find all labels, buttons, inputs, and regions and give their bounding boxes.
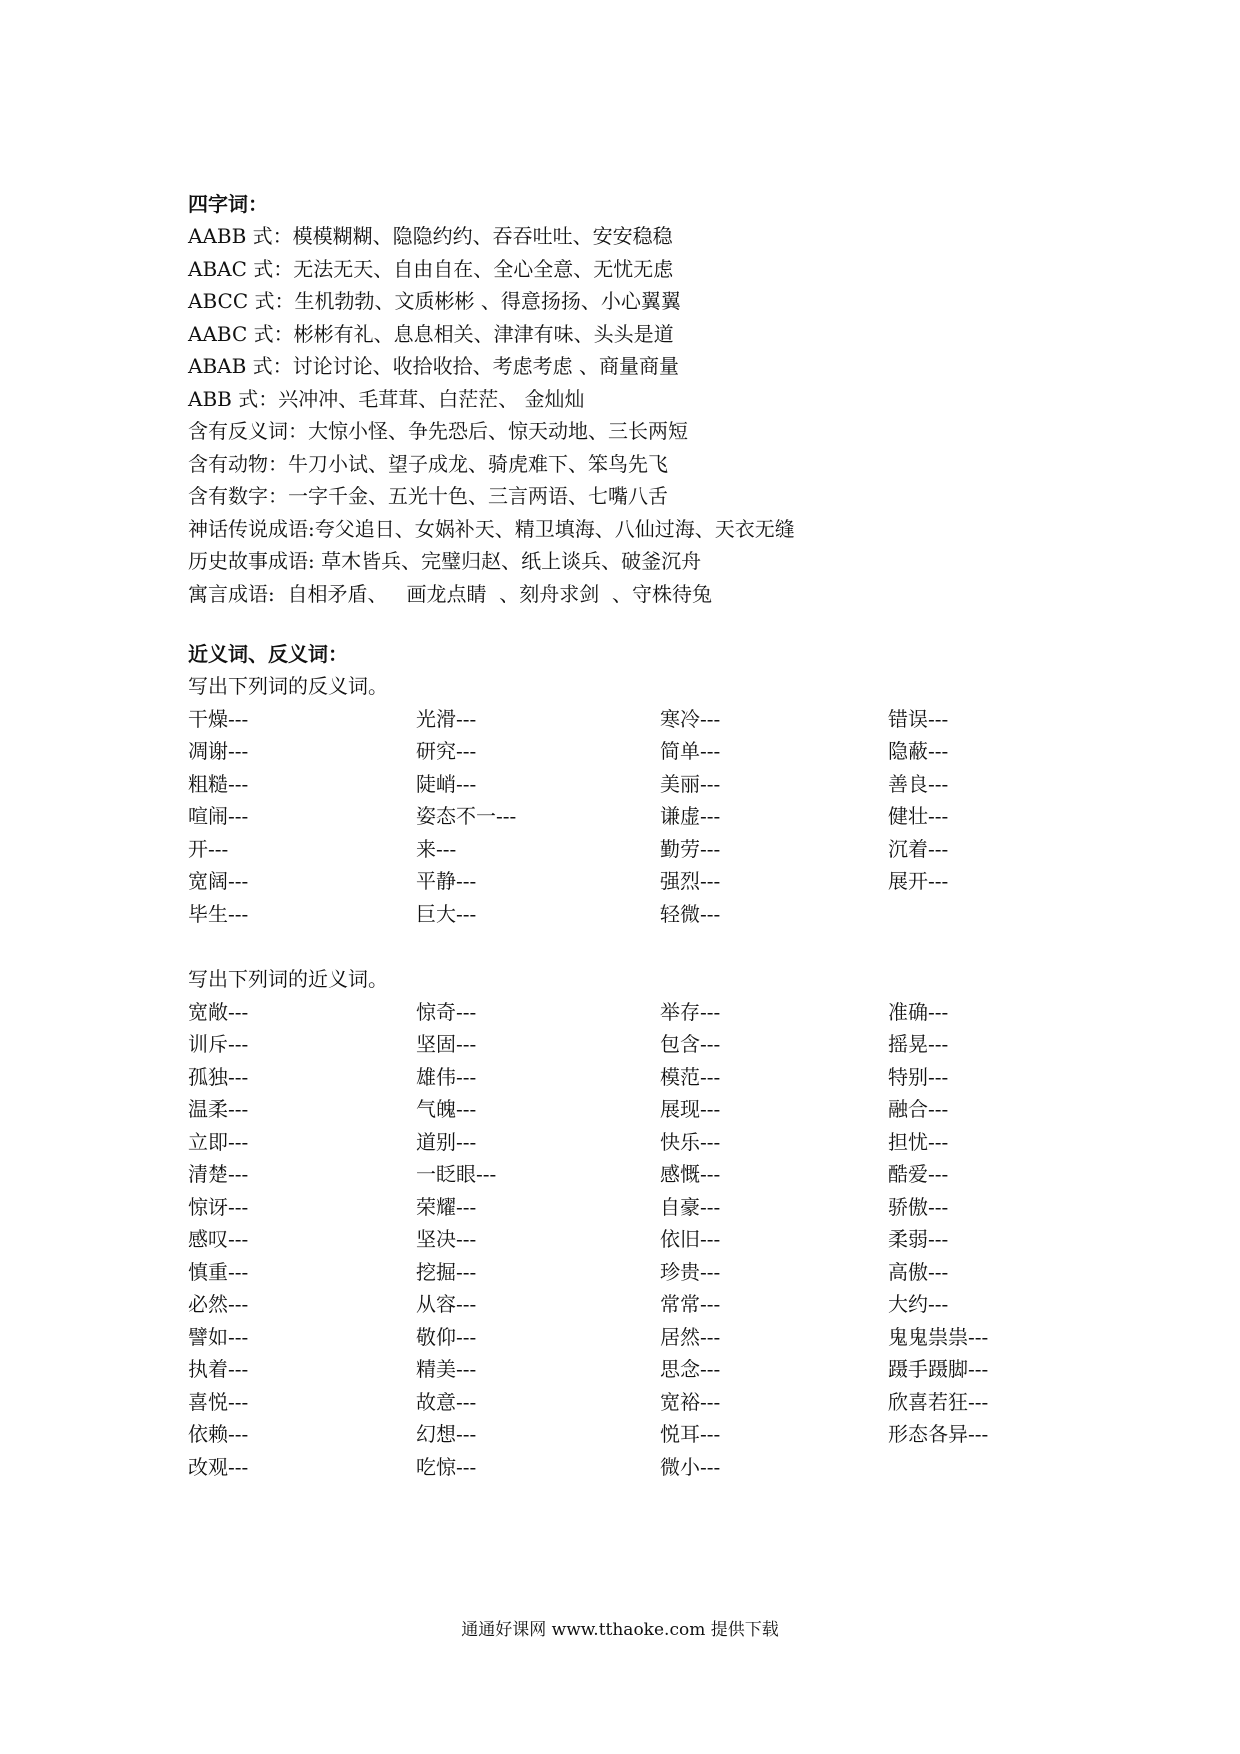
synonym-item: 宽裕---: [660, 1389, 721, 1414]
antonym-item: 善良---: [888, 771, 949, 796]
antonym-item: 错误---: [888, 706, 949, 731]
synonym-prompt: 写出下列词的近义词。: [188, 967, 388, 991]
synonym-item: 感慨---: [660, 1162, 721, 1186]
antonym-item: 姿态不一---: [416, 804, 517, 828]
synonym-item: 坚固---: [416, 1032, 477, 1056]
synonym-item: 一眨眼---: [416, 1162, 497, 1186]
synonym-item: 依赖---: [188, 1422, 249, 1446]
word-category-line: 含有动物：牛刀小试、望子成龙、骑虎难下、笨鸟先飞: [188, 451, 668, 476]
synonym-item: 故意---: [416, 1389, 477, 1414]
word-category-line: 神话传说成语:夸父追日、女娲补天、精卫填海、八仙过海、天衣无缝: [188, 516, 795, 541]
synonym-item: 悦耳---: [660, 1422, 721, 1446]
synonym-item: 自豪---: [660, 1194, 721, 1219]
synonym-item: 感叹---: [188, 1227, 249, 1251]
antonym-item: 光滑---: [416, 706, 477, 731]
antonym-item: 寒冷---: [660, 706, 721, 731]
footer-credit: 通通好课网 www.tthaoke.com 提供下载: [461, 1620, 779, 1640]
synonym-item: 展现---: [660, 1097, 721, 1121]
synonym-item: 气魄---: [416, 1097, 477, 1121]
word-category-line: ABAC 式：无法无天、自由自在、全心全意、无忧无虑: [188, 256, 674, 281]
synonym-item: 准确---: [888, 999, 949, 1024]
synonym-item: 幻想---: [416, 1422, 477, 1446]
antonym-item: 展开---: [888, 869, 949, 893]
antonym-item: 轻微---: [660, 901, 721, 926]
synonym-item: 孤独---: [188, 1064, 249, 1089]
antonym-item: 简单---: [660, 739, 721, 763]
antonym-item: 平静---: [416, 869, 477, 893]
word-category-line: 含有数字：一字千金、五光十色、三言两语、七嘴八舌: [188, 484, 668, 508]
synonym-item: 特别---: [888, 1064, 949, 1089]
synonym-item: 居然---: [660, 1324, 721, 1349]
antonym-item: 陡峭---: [416, 771, 477, 796]
antonym-item: 强烈---: [660, 869, 721, 893]
synonym-item: 温柔---: [188, 1097, 249, 1121]
synonym-item: 骄傲---: [888, 1194, 949, 1219]
synonym-item: 思念---: [660, 1357, 721, 1381]
antonym-item: 喧闹---: [188, 804, 249, 828]
document-content: [188, 188, 1148, 1483]
antonym-item: 健壮---: [888, 804, 949, 828]
four-char-words-list: [188, 220, 1148, 610]
synonym-item: 立即---: [188, 1129, 249, 1154]
synonym-item: 坚决---: [416, 1227, 477, 1251]
antonym-item: 隐蔽---: [888, 739, 949, 763]
synonym-item: 精美---: [416, 1357, 477, 1381]
synonym-item: 荣耀---: [416, 1194, 477, 1219]
section-title-synonyms-antonyms: 近义词、反义词：: [188, 642, 348, 666]
synonym-item: 训斥---: [188, 1032, 249, 1056]
antonym-grid: [188, 703, 1148, 931]
synonym-item: 敬仰---: [416, 1324, 477, 1349]
synonym-item: 蹑手蹑脚---: [888, 1357, 989, 1381]
synonym-item: 吃惊---: [416, 1454, 477, 1479]
synonym-item: 高傲---: [888, 1259, 949, 1284]
synonym-item: 快乐---: [660, 1129, 721, 1154]
synonym-item: 鬼鬼祟祟---: [888, 1324, 989, 1349]
synonym-item: 欣喜若狂---: [888, 1389, 989, 1414]
synonym-grid: [188, 996, 1148, 1484]
word-category-line: 寓言成语: 自相矛盾、 画龙点睛 、刻舟求剑 、守株待兔: [188, 581, 712, 606]
synonym-item: 融合---: [888, 1097, 949, 1121]
synonym-item: 摇晃---: [888, 1032, 949, 1056]
synonym-item: 清楚---: [188, 1162, 249, 1186]
word-category-line: ABCC 式：生机勃勃、文质彬彬 、得意扬扬、小心翼翼: [188, 289, 681, 313]
antonym-prompt: 写出下列词的反义词。: [188, 674, 388, 698]
word-category-line: 历史故事成语: 草木皆兵、完璧归赵、纸上谈兵、破釜沉舟: [188, 549, 702, 573]
synonym-item: 从容---: [416, 1292, 477, 1316]
antonym-item: 勤劳---: [660, 836, 721, 861]
antonym-item: 美丽---: [660, 771, 721, 796]
antonym-item: 来---: [416, 836, 457, 861]
synonym-item: 微小---: [660, 1454, 721, 1479]
synonym-item: [888, 1451, 1148, 1484]
antonym-item: 毕生---: [188, 901, 249, 926]
synonym-item: 宽敞---: [188, 999, 249, 1024]
synonym-antonym-section: [188, 638, 1148, 1483]
antonym-item: 粗糙---: [188, 771, 249, 796]
synonym-item: 依旧---: [660, 1227, 721, 1251]
antonym-item: 凋谢---: [188, 739, 249, 763]
antonym-item: 开---: [188, 836, 229, 861]
synonym-item: 大约---: [888, 1292, 949, 1316]
synonym-item: 道别---: [416, 1129, 477, 1154]
antonym-item: 沉着---: [888, 836, 949, 861]
synonym-item: 惊讶---: [188, 1194, 249, 1219]
word-category-line: AABB 式：模模糊糊、隐隐约约、吞吞吐吐、安安稳稳: [188, 224, 673, 248]
synonym-item: 执着---: [188, 1357, 249, 1381]
synonym-item: 常常---: [660, 1292, 721, 1316]
word-category-line: AABC 式：彬彬有礼、息息相关、津津有味、头头是道: [188, 321, 674, 346]
word-category-line: 含有反义词：大惊小怪、争先恐后、惊天动地、三长两短: [188, 419, 688, 443]
synonym-item: 形态各异---: [888, 1422, 989, 1446]
synonym-item: 担忧---: [888, 1129, 949, 1154]
antonym-item: 干燥---: [188, 706, 249, 731]
word-category-line: ABAB 式：讨论讨论、收拾收拾、考虑考虑 、商量商量: [188, 354, 679, 378]
synonym-item: 举存---: [660, 999, 721, 1024]
antonym-item: 巨大---: [416, 901, 477, 926]
antonym-item: 研究---: [416, 739, 477, 763]
antonym-item: [888, 898, 1148, 931]
antonym-item: 谦虚---: [660, 804, 721, 828]
synonym-item: 柔弱---: [888, 1227, 949, 1251]
synonym-item: 包含---: [660, 1032, 721, 1056]
synonym-item: 慎重---: [188, 1259, 249, 1284]
word-category-line: ABB 式：兴冲冲、毛茸茸、白茫茫、 金灿灿: [188, 386, 585, 411]
section-title-four-char-words: 四字词：: [188, 192, 268, 216]
synonym-item: 雄伟---: [416, 1064, 477, 1089]
synonym-item: 珍贵---: [660, 1259, 721, 1284]
synonym-item: 酷爱---: [888, 1162, 949, 1186]
synonym-item: 模范---: [660, 1064, 721, 1089]
antonym-item: 宽阔---: [188, 869, 249, 893]
synonym-item: 惊奇---: [416, 999, 477, 1024]
synonym-item: 挖掘---: [416, 1259, 477, 1284]
synonym-item: 喜悦---: [188, 1389, 249, 1414]
synonym-item: 必然---: [188, 1292, 249, 1316]
synonym-item: 譬如---: [188, 1324, 249, 1349]
synonym-item: 改观---: [188, 1454, 249, 1479]
spacer: [188, 930, 1148, 963]
